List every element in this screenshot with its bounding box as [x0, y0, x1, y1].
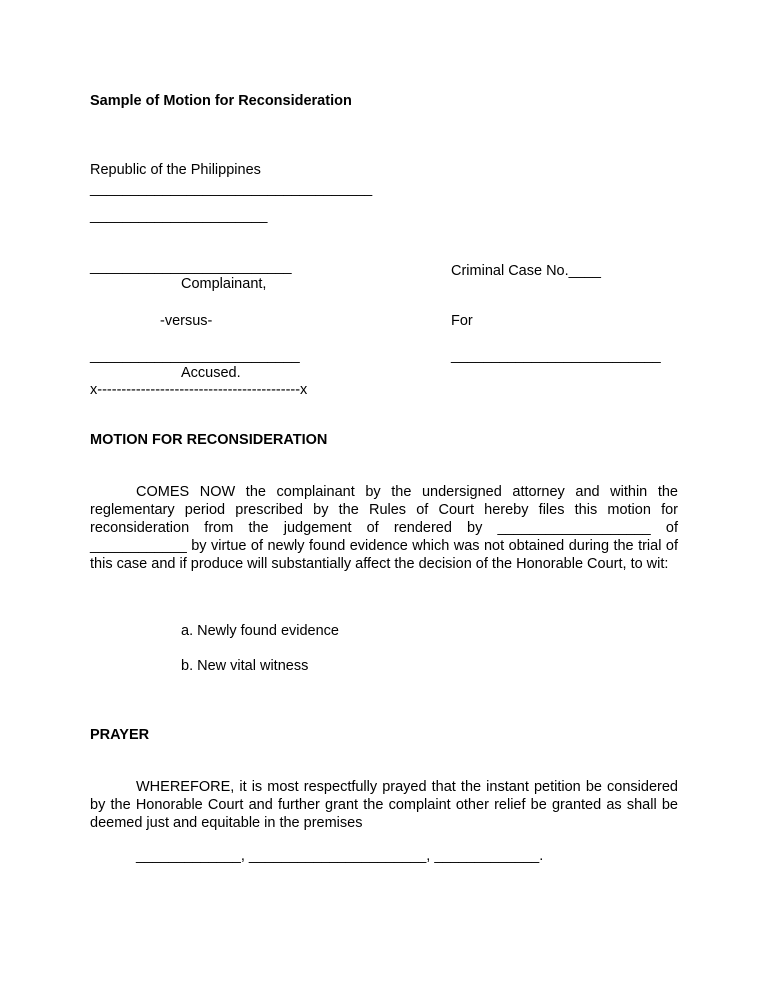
- list-item: a. Newly found evidence: [181, 623, 339, 639]
- caption-separator: x------------------------------------------x: [90, 382, 308, 398]
- accused-blank-line: __________________________: [90, 348, 300, 364]
- republic-text: Republic of the Philippines: [90, 162, 261, 178]
- list-item: b. New vital witness: [181, 658, 309, 674]
- prayer-heading: PRAYER: [90, 727, 150, 743]
- complainant-label: Complainant,: [181, 276, 267, 292]
- complainant-blank-line: _________________________: [90, 259, 292, 275]
- signature-blank-line: _____________, ______________________, _____________.: [136, 848, 544, 864]
- prayer-body-paragraph: WHEREFORE, it is most respectfully prayed that the instant petition be considered by the Honorable Court and further grant the complaint other relief be granted as shall be deemed just and equitable in the premises: [90, 779, 678, 831]
- motion-heading: MOTION FOR RECONSIDERATION: [90, 432, 328, 448]
- motion-body-paragraph: COMES NOW the complainant by the undersigned attorney and within the reglementary period prescribed by the Rules of Court hereby files this motion for reconsideration from the judgement of rendered by ___________________ of ____________ by virtue of newly found evidence which was not obtained during the trial of this case and if produce will substantially affect the decision of the Honorable Court, to wit:: [90, 484, 678, 572]
- accused-label: Accused.: [181, 365, 241, 381]
- versus-label: -versus-: [160, 313, 213, 329]
- header-blank-line-1: ___________________________________: [90, 181, 373, 197]
- header-blank-line-2: ______________________: [90, 208, 268, 224]
- for-label: For: [451, 313, 473, 329]
- criminal-case-number: Criminal Case No.____: [451, 263, 601, 279]
- for-blank-line: __________________________: [451, 348, 661, 364]
- document-title: Sample of Motion for Reconsideration: [90, 93, 352, 109]
